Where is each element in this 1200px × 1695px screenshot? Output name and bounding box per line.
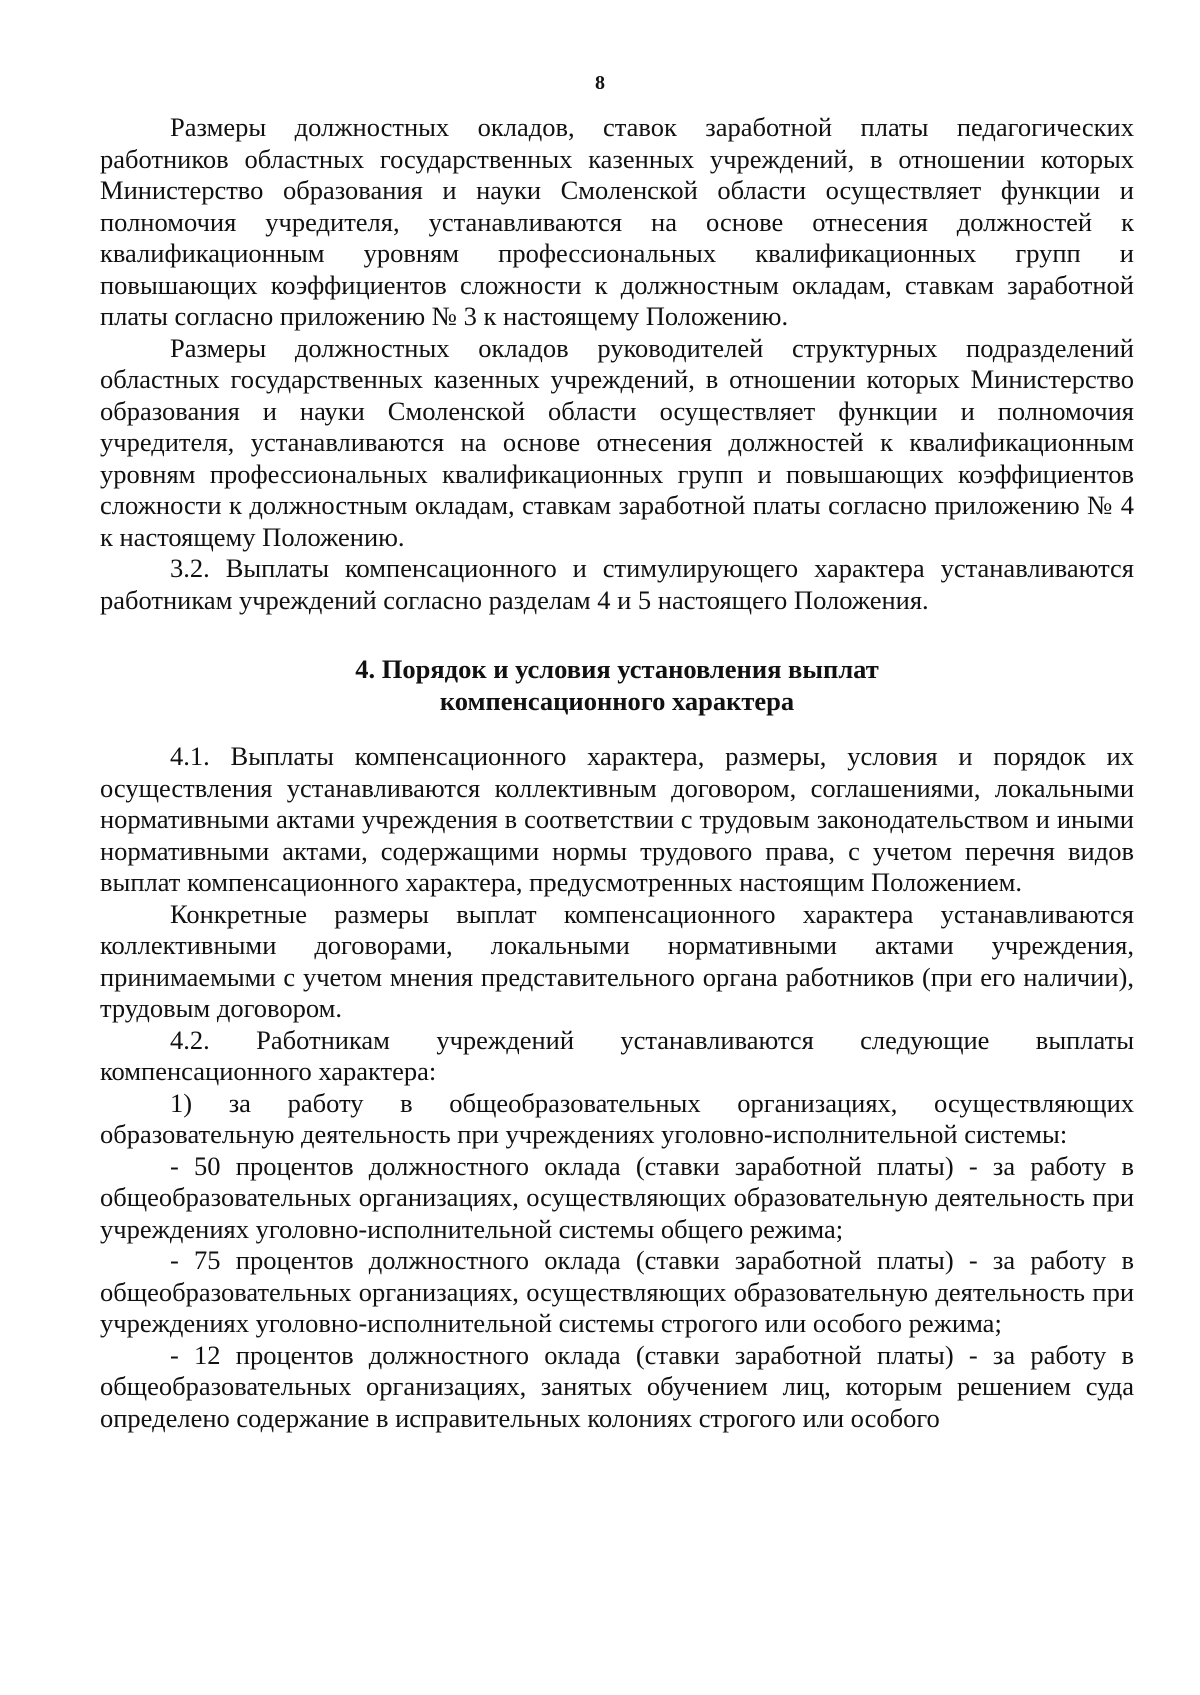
page-number: 8 xyxy=(595,72,605,94)
paragraph-4-2: 4.2. Работникам учреждений устанавливаются следующие выплаты компенсационного характера: xyxy=(100,1024,1134,1086)
paragraph-specific-sizes: Конкретные размеры выплат компенсационного характера устанавливаются коллективными договорами, локальными нормативными актами учреждения, принимаемыми с учетом мнения представительного органа работников (при его наличии), трудовым договором. xyxy=(100,898,1134,1023)
paragraph-3-2: 3.2. Выплаты компенсационного и стимулирующего характера устанавливаются работникам учреждений согласно разделам 4 и 5 настоящего Положения. xyxy=(100,553,1134,615)
paragraph-salary-heads: Размеры должностных окладов руководителей структурных подразделений областных государственных казенных учреждений, в отношении которых Министерство образования и науки Смоленской области осуществляет функции и полномочия учредителя, устанавливаются на основе отнесения должностей к квалификационным уровням профессиональных квалификационных групп и повышающих коэффициентов сложности к должностным окладам, ставкам заработной платы согласно приложению № 4 к настоящему Положению. xyxy=(100,332,1134,552)
list-subitem-75-percent: - 75 процентов должностного оклада (ставки заработной платы) - за работу в общеобразовательных организациях, осуществляющих образовательную деятельность при учреждениях уголовно-исполнительной системы строгого или особого режима; xyxy=(100,1245,1134,1338)
section-heading-line-1: 4. Порядок и условия установления выплат xyxy=(355,654,879,684)
list-subitem-12-percent: - 12 процентов должностного оклада (ставки заработной платы) - за работу в общеобразовательных организациях, занятых обучением лиц, которым решением суда определено содержание в исправительных колониях строгого или особого xyxy=(100,1339,1134,1433)
document-body xyxy=(100,112,1134,1434)
paragraph-4-1: 4.1. Выплаты компенсационного характера, размеры, условия и порядок их осуществления устанавливаются коллективным договором, соглашениями, локальными нормативными актами учреждения в соответствии с трудовым законодательством и иными нормативными актами, содержащими нормы трудового права, с учетом перечня видов выплат компенсационного характера, предусмотренных настоящим Положением. xyxy=(100,741,1134,897)
paragraph-salary-teachers: Размеры должностных окладов, ставок заработной платы педагогических работников областных государственных казенных учреждений, в отношении которых Министерство образования и науки Смоленской области осуществляет функции и полномочия учредителя, устанавливаются на основе отнесения должностей к квалификационным уровням профессиональных квалификационных групп и повышающих коэффициентов сложности к должностным окладам, ставкам заработной платы согласно приложению № 3 к настоящему Положению. xyxy=(100,112,1134,331)
list-subitem-50-percent: - 50 процентов должностного оклада (ставки заработной платы) - за работу в общеобразовательных организациях, осуществляющих образовательную деятельность при учреждениях уголовно-исполнительной системы общего режима; xyxy=(100,1150,1134,1244)
section-heading xyxy=(100,654,1134,717)
section-heading-line-2: компенсационного характера xyxy=(439,685,795,716)
list-item-1: 1) за работу в общеобразовательных организациях, осуществляющих образовательную деятельность при учреждениях уголовно-исполнительной системы: xyxy=(100,1087,1134,1149)
